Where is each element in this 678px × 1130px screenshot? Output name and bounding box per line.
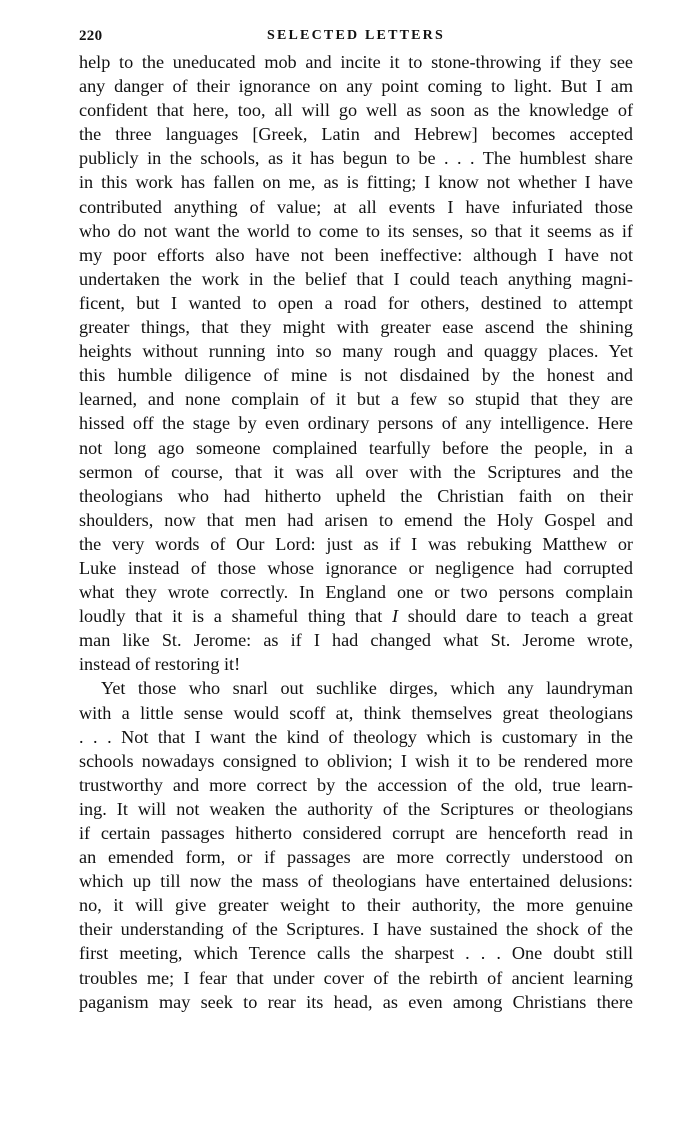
italic-emphasis: I [392,606,399,627]
text-segment: loudly that it is a shameful thing that [79,606,392,627]
text-line: ficent, but I wanted to open a road for others, destined to attempt [79,292,633,313]
text-line: greater things, that they might with greater ease ascend the shining [79,317,633,338]
text-line: trustworthy and more correct by the accession of the old, true learn- [79,774,633,795]
text-line: Luke instead of those whose ignorance or negligence had corrupted [79,557,633,578]
text-line: Yet those who snarl out suchlike dirges, which any laundryman [101,678,633,699]
text-line: shoulders, now that men had arisen to emend the Holy Gospel and [79,509,633,530]
paragraph-2 [79,676,633,1013]
text-line: theologians who had hitherto upheld the Christian faith on their [79,485,633,506]
text-line: undertaken the work in the belief that I could teach anything magni- [79,268,633,289]
text-line: sermon of course, that it was all over with the Scriptures and the [79,461,633,482]
text-line: troubles me; I fear that under cover of the rebirth of ancient learning [79,967,633,988]
text-line: man like St. Jerome: as if I had changed what St. Jerome wrote, [79,630,633,651]
text-line: publicly in the schools, as it has begun to be . . . The humblest share [79,148,633,169]
page-number: 220 [79,28,103,44]
text-line: help to the uneducated mob and incite it to stone-throwing if they see [79,52,633,72]
text-line: my poor efforts also have not been ineffective: although I have not [79,244,633,265]
book-page [79,24,633,1014]
text-line: if certain passages hitherto considered corrupt are henceforth read in [79,823,633,843]
text-line: their understanding of the Scriptures. I have sustained the shock of the [79,919,633,940]
text-line: confident that here, too, all will go well as soon as the knowledge of [79,100,633,121]
text-line: not long ago someone complained tearfully before the people, in a [79,437,633,458]
text-line: this humble diligence of mine is not disdained by the honest and [79,365,633,386]
text-line: contributed anything of value; at all events I have infuriated those [79,196,633,217]
text-line: what they wrote correctly. In England one or two persons complain [79,582,633,603]
text-line: ing. It will not weaken the authority of the Scriptures or theologians [79,798,633,819]
text-line: instead of restoring it! [79,654,241,675]
text-line: heights without running into so many rough and quaggy places. Yet [79,341,633,362]
text-line: with a little sense would scoff at, think themselves great theologians [79,702,633,723]
text-line: first meeting, which Terence calls the sharpest . . . One doubt still [79,943,633,964]
text-segment: should dare to teach a great [398,606,634,627]
running-head [79,24,633,50]
text-line: in this work has fallen on me, as is fitting; I know not whether I have [79,172,633,193]
text-line: an emended form, or if passages are more correctly understood on [79,847,633,868]
text-line: who do not want the world to come to its senses, so that it seems as if [79,220,633,241]
text-line: the three languages [Greek, Latin and Hebrew] becomes accepted [79,124,633,145]
text-line: no, it will give greater weight to their authority, the more genuine [79,895,633,916]
text-line: learned, and none complain of it but a few so stupid that they are [79,389,633,410]
text-line: paganism may seek to rear its head, as even among Christians there [79,991,633,1012]
text-line: hissed off the stage by even ordinary persons of any intelligence. Here [79,413,633,434]
text-line: which up till now the mass of theologians have entertained delusions: [79,871,633,892]
text-line: . . . Not that I want the kind of theology which is customary in the [79,726,633,747]
text-line: the very words of Our Lord: just as if I was rebuking Matthew or [79,533,633,554]
paragraph-1 [79,50,633,676]
text-line-with-italic [79,604,633,628]
running-title: SELECTED LETTERS [267,28,445,43]
text-line: schools nowadays consigned to oblivion; I wish it to be rendered more [79,750,633,771]
text-line: any danger of their ignorance on any point coming to light. But I am [79,76,633,97]
